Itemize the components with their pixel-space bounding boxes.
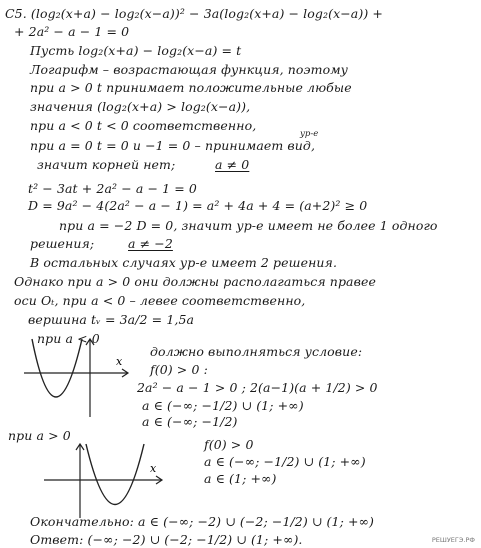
solution-line-l10: a ≠ 0	[215, 157, 250, 172]
solution-line-l18: оси Oₜ, при a < 0 – левее соответственно,	[14, 293, 306, 308]
solution-line-l01: С5. (log₂(x+a) − log₂(x−a))² − 3a(log₂(x+a) − log₂(x−a)) +	[5, 6, 383, 21]
solution-line-l02: + 2a² − a − 1 = 0	[14, 24, 130, 39]
solution-line-l28: a ∈ (−∞; −1/2) ∪ (1; +∞)	[204, 454, 366, 469]
solution-line-l30: Окончательно: a ∈ (−∞; −2) ∪ (−2; −1/2) ∪ (1; +∞)	[30, 514, 375, 529]
solution-line-l29: a ∈ (1; +∞)	[204, 471, 277, 486]
solution-line-l13: при a = −2 D = 0, значит ур-е имеет не более 1 одного	[59, 218, 438, 233]
solution-line-l22: f(0) > 0 :	[150, 362, 208, 377]
solution-line-l31: Ответ: (−∞; −2) ∪ (−2; −1/2) ∪ (1; +∞).	[30, 532, 303, 547]
graph2-parabola	[86, 444, 144, 505]
superscript-note-s1: ур-е	[300, 129, 319, 139]
solution-line-l24: a ∈ (−∞; −1/2) ∪ (1; +∞)	[142, 398, 304, 413]
parabola-graph-positive-a	[40, 440, 170, 520]
solution-line-l14: решения;	[30, 236, 95, 251]
solution-line-l03: Пусть log₂(x+a) − log₂(x−a) = t	[30, 43, 242, 58]
solution-line-l05: при a > 0 t принимает положительные любые	[30, 80, 352, 95]
graph1-axis-label: x	[116, 355, 123, 368]
solution-line-l08: при a = 0 t = 0 и −1 = 0 – принимает вид,	[30, 138, 316, 153]
solution-line-l27: f(0) > 0	[204, 437, 254, 452]
graph2-axis-label: x	[150, 462, 157, 475]
parabola-graph-negative-a	[20, 335, 135, 420]
solution-line-l25: a ∈ (−∞; −1/2)	[142, 414, 238, 429]
solution-line-l07: при a < 0 t < 0 соответственно,	[30, 118, 257, 133]
solution-line-l04: Логарифм – возрастающая функция, поэтому	[30, 62, 349, 77]
solution-line-l17: Однако при a > 0 они должны располагаться правее	[14, 274, 376, 289]
solution-line-l12: D = 9a² − 4(2a² − a − 1) = a² + 4a + 4 = (a+2)² ≥ 0	[28, 198, 368, 213]
solution-line-l09: значит корней нет;	[37, 157, 176, 172]
solution-line-l06: значения (log₂(x+a) > log₂(x−a)),	[30, 99, 251, 114]
solution-line-l15: a ≠ −2	[128, 236, 173, 251]
solution-line-l21: должно выполняться условие:	[150, 344, 363, 359]
solution-line-l23: 2a² − a − 1 > 0 ; 2(a−1)(a + 1/2) > 0	[137, 380, 378, 395]
solution-line-l11: t² − 3at + 2a² − a − 1 = 0	[28, 181, 197, 196]
solution-line-l20: при a < 0	[37, 331, 100, 346]
graph1-parabola	[32, 339, 82, 397]
solution-line-l16: В остальных случаях ур-е имеет 2 решения.	[30, 255, 338, 270]
solution-line-l19: вершина tᵥ = 3a/2 = 1,5a	[28, 312, 195, 327]
watermark: РЕШУЕГЭ.РФ	[431, 536, 475, 544]
solution-line-l26: при a > 0	[8, 428, 71, 443]
